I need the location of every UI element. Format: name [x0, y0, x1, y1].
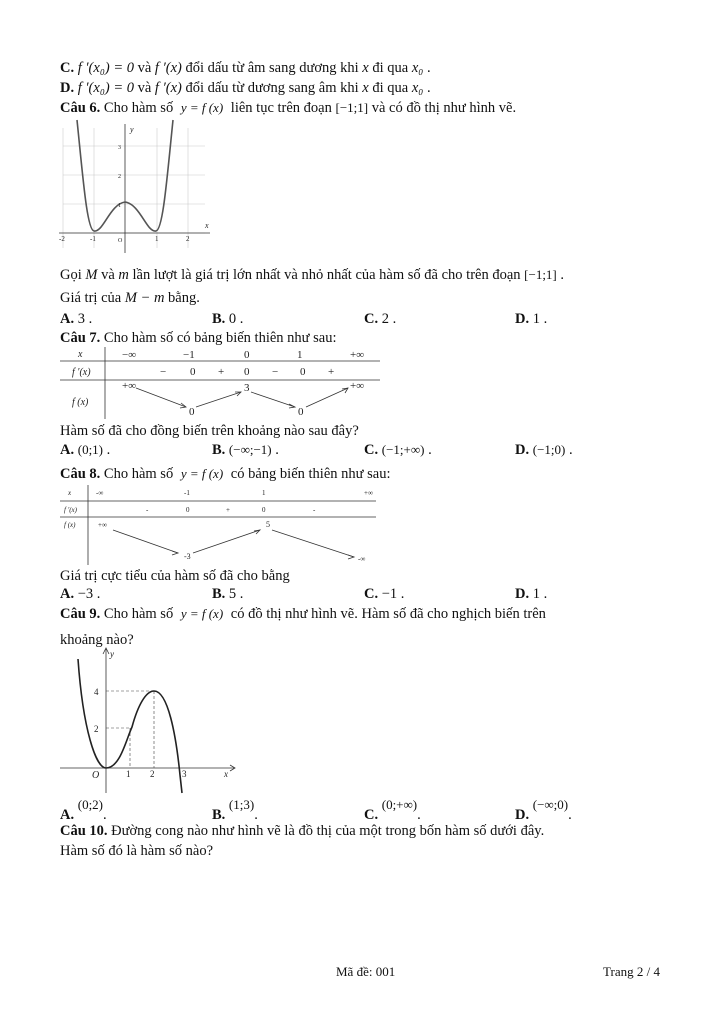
question-label: Câu 6. [60, 100, 101, 116]
text: . [275, 442, 279, 458]
option-label: A. [60, 442, 75, 458]
option-label: C. [364, 807, 379, 823]
q6-line3 [60, 290, 200, 307]
q7-option-d[interactable] [515, 442, 573, 459]
x-value: -∞ [96, 489, 104, 497]
text: đổi dấu từ âm sang dương khi [185, 60, 359, 76]
text: đi qua [372, 60, 409, 76]
text: . [103, 807, 107, 823]
tick-label: 2 [186, 235, 190, 243]
option-label: B. [212, 807, 226, 823]
option-value: 0 [228, 311, 237, 327]
text: Giá trị cực tiểu của hàm số đã cho bằng [60, 568, 290, 584]
option-value: −1 [381, 586, 398, 602]
option-value: (0;+∞) [381, 797, 418, 812]
option-label: B. [212, 586, 226, 602]
q7-option-b[interactable] [212, 442, 279, 459]
q9-option-d[interactable] [515, 797, 572, 823]
math-expr: y = f (x) [180, 466, 224, 481]
q9-stem [60, 606, 546, 623]
tick-label: 2 [150, 769, 155, 779]
option-value: 1 [532, 586, 540, 602]
math-expr: f ′(x₀) = 0 [77, 60, 134, 76]
footer-exam-code: Mã đề: 001 [336, 964, 396, 979]
q8-option-b[interactable] [212, 586, 243, 603]
text: đi qua [372, 80, 409, 96]
row-label: f (x) [64, 521, 76, 529]
prev-option-c [60, 60, 431, 77]
option-value: −3 [77, 586, 94, 602]
option-value: 1 [532, 311, 540, 327]
q6-option-a[interactable] [60, 311, 92, 328]
text: có bảng biến thiên như sau: [230, 466, 391, 482]
text: bằng. [168, 290, 200, 306]
option-label: C. [60, 60, 75, 76]
footer-page-number: Trang 2 / 4 [603, 964, 660, 979]
q8-question [60, 568, 290, 585]
text: . [417, 807, 421, 823]
q9-option-a[interactable] [60, 797, 107, 823]
text: . [254, 807, 258, 823]
origin-label: O [92, 770, 100, 781]
q6-option-c[interactable] [364, 311, 396, 328]
math-expr: f ′(x₀) = 0 [77, 80, 134, 96]
option-value: 5 [228, 586, 237, 602]
option-label: D. [515, 586, 530, 602]
option-value: (−∞;−1) [228, 442, 272, 457]
text: Hàm số đã cho đồng biến trên khoảng nào sau đây? [60, 423, 359, 439]
text: Giá trị của [60, 290, 122, 306]
f-value: -∞ [358, 555, 366, 563]
text: và [137, 60, 152, 76]
text: Cho hàm số [103, 466, 174, 482]
text: . [239, 311, 244, 327]
math-expr: [−1;1] [524, 267, 557, 282]
q6-graph [55, 118, 215, 263]
math-expr: f ′(x) [154, 80, 182, 96]
math-expr: f ′(x) [154, 60, 182, 76]
text: . [400, 586, 405, 602]
x-value: -1 [184, 489, 190, 497]
f-value: -3 [184, 552, 191, 561]
q7-arrows [136, 388, 348, 408]
x-value: 1 [297, 349, 303, 361]
option-value: (1;3) [228, 797, 255, 812]
tick-label: 3 [118, 145, 121, 151]
q8-option-a[interactable] [60, 586, 100, 603]
math-var: x₀ [411, 60, 424, 76]
f-value: 3 [244, 382, 250, 394]
f-value: +∞ [122, 380, 137, 392]
option-value: 3 [77, 311, 85, 327]
math-var: x [362, 60, 369, 76]
question-label: Câu 7. [60, 330, 101, 346]
option-label: B. [212, 311, 226, 327]
row-label: x [68, 489, 72, 497]
text: . [96, 586, 101, 602]
math-var: x₀ [411, 80, 424, 96]
text: Gọi [60, 267, 82, 283]
text: . [239, 586, 244, 602]
sign: - [146, 506, 149, 514]
option-value: (0;1) [77, 442, 104, 457]
q8-option-c[interactable] [364, 586, 404, 603]
tick-label: 2 [118, 174, 121, 180]
f-value: +∞ [98, 521, 107, 529]
sign: + [328, 366, 335, 378]
text: Cho hàm số có bảng biến thiên như sau: [103, 330, 337, 346]
q7-option-c[interactable] [364, 442, 432, 459]
sign: − [272, 366, 279, 378]
text: đổi dấu từ dương sang âm khi [185, 80, 359, 96]
option-label: D. [60, 80, 75, 96]
question-label: Câu 8. [60, 466, 101, 482]
text: Cho hàm số [103, 100, 174, 116]
question-label: Câu 10. [60, 823, 108, 839]
text: . [426, 80, 431, 96]
math-expr: y = f (x) [180, 606, 224, 621]
math-var: m [118, 267, 129, 283]
math-var: x [362, 80, 369, 96]
option-label: C. [364, 586, 379, 602]
q7-question [60, 423, 359, 440]
text: và có đồ thị như hình vẽ. [371, 100, 517, 116]
q9-guides [106, 691, 154, 768]
tick-label: 3 [182, 769, 187, 779]
option-value: (0;2) [77, 797, 104, 812]
text: . [106, 442, 111, 458]
y-axis-label: y [130, 125, 134, 134]
tick-label: 1 [155, 235, 159, 243]
option-value: 2 [381, 311, 389, 327]
x-value: −∞ [122, 349, 137, 361]
text: có đồ thị như hình vẽ. Hàm số đã cho nghịch biến trên [230, 606, 546, 622]
text: . [392, 311, 397, 327]
row-label: f ′(x) [64, 506, 77, 514]
text: liên tục trên đoạn [230, 100, 332, 116]
sign: 0 [186, 506, 190, 514]
option-label: D. [515, 442, 530, 458]
text: lần lượt là giá trị lớn nhất và nhỏ nhất của hàm số đã cho trên đoạn [132, 267, 521, 283]
q10-stem-2 [60, 843, 213, 860]
option-label: D. [515, 807, 530, 823]
text: Đường cong nào như hình vẽ là đồ thị của một trong bốn hàm số dưới đây. [111, 823, 545, 839]
sign: − [160, 366, 167, 378]
f-value: 5 [266, 520, 270, 529]
q8-variation-table [58, 485, 380, 567]
tick-label: -1 [90, 235, 96, 243]
option-label: C. [364, 442, 379, 458]
q6-option-b[interactable] [212, 311, 243, 328]
text: Cho hàm số [103, 606, 174, 622]
tick-label: 1 [118, 203, 121, 209]
text: . [428, 442, 432, 458]
x-value: −1 [183, 349, 195, 361]
math-expr: [−1;1] [335, 100, 369, 115]
origin-label: O [118, 238, 123, 244]
q7-variation-table [58, 347, 383, 422]
row-label: f (x) [72, 397, 89, 408]
sign: + [218, 366, 225, 378]
x-value: 0 [244, 349, 250, 361]
tick-label: -2 [59, 235, 65, 243]
text: . [568, 442, 573, 458]
sign: + [226, 506, 230, 514]
q6-stem [60, 100, 516, 117]
tick-label: 4 [94, 687, 99, 697]
tick-label: 1 [126, 769, 131, 779]
q7-stem [60, 330, 337, 347]
text: . [568, 807, 572, 823]
question-label: Câu 9. [60, 606, 101, 622]
math-expr: y = f (x) [180, 100, 224, 115]
sign: - [313, 506, 316, 514]
row-label: x [78, 349, 83, 360]
text: và [137, 80, 152, 96]
x-value: +∞ [350, 349, 365, 361]
text: . [426, 60, 431, 76]
q8-arrows [113, 530, 354, 559]
f-value: 0 [189, 406, 195, 418]
x-value: 1 [262, 489, 266, 497]
option-label: A. [60, 586, 75, 602]
option-label: A. [60, 311, 75, 327]
q9-option-b[interactable] [212, 797, 258, 823]
option-label: C. [364, 311, 379, 327]
option-label: D. [515, 311, 530, 327]
sign: 0 [262, 506, 266, 514]
row-label: f ′(x) [72, 367, 91, 378]
text: . [560, 267, 565, 283]
option-value: (−1;+∞) [381, 442, 425, 457]
option-value: (−1;0) [532, 442, 566, 457]
q6-option-d[interactable] [515, 311, 547, 328]
f-value: +∞ [350, 380, 365, 392]
y-axis-label: y [110, 649, 114, 659]
q7-option-a[interactable] [60, 442, 110, 459]
q6-line2 [60, 267, 564, 284]
prev-option-d [60, 80, 431, 97]
text: Hàm số đó là hàm số nào? [60, 843, 214, 859]
q8-stem [60, 466, 390, 483]
x-axis-label: x [205, 221, 209, 230]
x-axis-label: x [224, 769, 228, 779]
f-value: 0 [298, 406, 304, 418]
math-var: M [85, 267, 98, 283]
q8-option-d[interactable] [515, 586, 547, 603]
option-label: B. [212, 442, 226, 458]
text: . [543, 311, 548, 327]
text: . [543, 586, 548, 602]
q9-graph [58, 645, 248, 795]
option-value: (−∞;0) [532, 797, 569, 812]
text: . [88, 311, 93, 327]
tick-label: 2 [94, 724, 99, 734]
math-expr: M − m [124, 290, 165, 306]
sign: 0 [244, 366, 250, 378]
sign: 0 [190, 366, 196, 378]
sign: 0 [300, 366, 306, 378]
option-label: A. [60, 807, 75, 823]
q10-stem [60, 823, 544, 840]
text: và [101, 267, 115, 283]
text: khoảng nào? [60, 632, 134, 648]
q9-option-c[interactable] [364, 797, 421, 823]
x-value: +∞ [364, 489, 373, 497]
